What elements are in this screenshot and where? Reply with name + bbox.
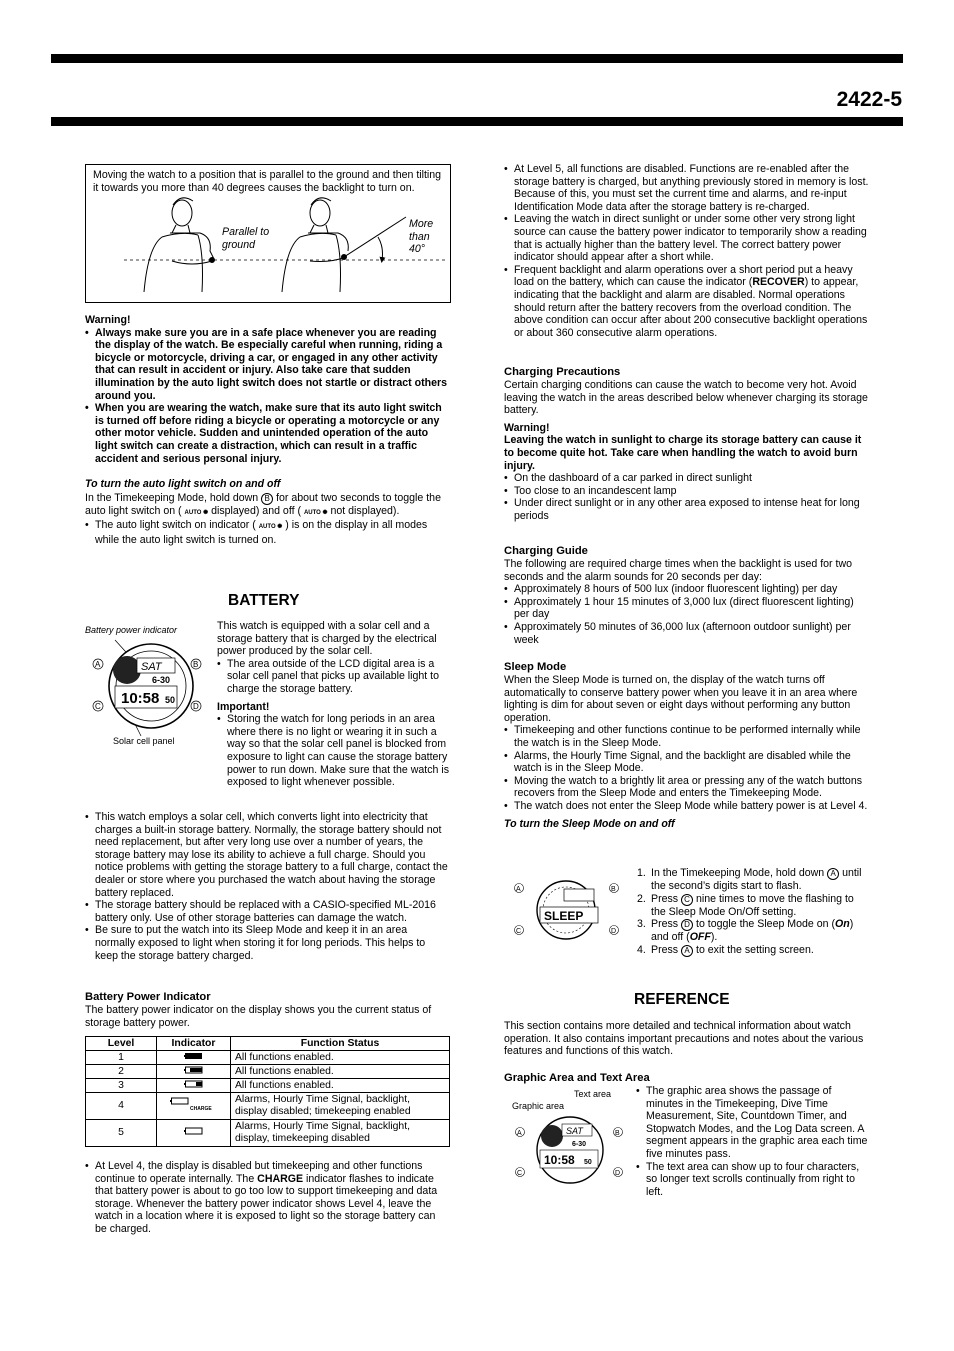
bpi-text: The battery power indicator on the display shows you the current status of storage battery power. (85, 1004, 432, 1029)
charging-precautions-text: Certain charging conditions can cause the watch to become very hot. Avoid leaving the watch in the areas described below whenever charging its storage battery. (504, 379, 868, 417)
svg-text:B: B (193, 660, 199, 669)
table-header-row (86, 1037, 450, 1051)
charging-guide-section (504, 545, 870, 646)
recover-item: • Frequent backlight and alarm operations over a short period put a heavy load on the battery, which can cause the indicator (RECOVER) to appear, indicating that the backlight and alarm are disabled. Normal operations should return after the battery recovers from the overload condition. The above condition can occur after about 200 consecutive backlight operations or about 360 consecutive alarm operations. (504, 264, 870, 340)
battery-empty-icon (184, 1127, 204, 1135)
svg-text:B: B (615, 1130, 620, 1137)
battery-full-icon (184, 1052, 204, 1060)
svg-text:C: C (517, 1170, 523, 1177)
battery-bullets (85, 811, 449, 962)
svg-text:6-30: 6-30 (572, 1141, 587, 1148)
table-row: 3 All functions enabled. (86, 1079, 450, 1093)
autolight-figure-box (85, 164, 451, 303)
svg-text:C: C (516, 928, 522, 935)
battery-indicator-label: Battery power indicator (85, 625, 178, 635)
autolight-onoff-text: In the Timekeeping Mode, hold down B for about two seconds to toggle the auto light switch on ( AUTO ✺ displayed) and off ( AUTO ✺ not displayed). (85, 491, 441, 517)
charging-warning-text: Leaving the watch in sunlight to charge its storage battery can cause it to become quite hot. Take care when handling the watch to avoid burn injury. (504, 434, 862, 472)
svg-text:C: C (95, 702, 101, 711)
sleep-item: • Moving the watch to a brightly lit area or pressing any of the watch buttons recovers from the Sleep Mode and enters the Timekeeping Mode. (504, 775, 870, 800)
table-row: 5 Alarms, Hourly Time Signal, backlight, display, timekeeping disabled (86, 1120, 450, 1147)
warning-list (85, 327, 449, 466)
battery-mid-icon (184, 1066, 204, 1074)
sleep-off-glyph: OFF (689, 931, 711, 944)
charging-guide-heading: Charging Guide (504, 545, 588, 557)
important-item: • Storing the watch for long periods in an area where there is no light or wearing it in such a way so that the solar cell panel is blocked from exposure to light can cause the storage battery power to run down. Make sure that the watch is exposed to light whenever possible. (217, 713, 449, 789)
sleep-watch-figure (510, 879, 626, 941)
button-a-icon: A (681, 945, 693, 957)
solar-panel-label: Solar cell panel (113, 736, 175, 746)
svg-text:D: D (611, 928, 617, 935)
svg-text:A: A (95, 660, 101, 669)
battery-intro: This watch is equipped with a solar cell and a storage battery that is charged by the electrical power produced by the solar cell. • The area outside of the LCD digital area is a solar cell panel that picks up available light to charge the storage battery. Important! • Storing the watch for long periods in an area where there is no light or wearing it in such a way so that the solar cell panel is blocked from exposure to light can cause the storage battery power to run down. Make sure that the watch is exposed to light whenever possible. (217, 620, 449, 789)
sleep-steps (637, 867, 870, 957)
sleep-procedure-heading: To turn the Sleep Mode on and off (504, 817, 675, 830)
sleep-item: • The watch does not enter the Sleep Mode while battery power is at Level 4. (504, 800, 870, 813)
charging-item: • Too close to an incandescent lamp (504, 485, 870, 498)
watch-date: 6-30 (152, 675, 171, 685)
sleep-on-glyph: On (835, 918, 850, 931)
bpi-section (85, 991, 449, 1029)
svg-text:A: A (517, 1130, 522, 1137)
button-a-icon: A (827, 868, 839, 880)
svg-text:50: 50 (584, 1159, 592, 1166)
watch-face-icon (510, 1112, 632, 1184)
svg-text:SAT: SAT (566, 1126, 583, 1136)
battery-watch-figure (85, 622, 213, 750)
battery-empty-charge-icon (170, 1097, 218, 1111)
reference-watch-figure (510, 1088, 632, 1184)
autolight-indicator-item: • The auto light switch on indicator ( AUTO ✺ ) is on the display in all modes while the auto light switch is turned on. (85, 519, 449, 546)
sleep-step: 4. Press A to exit the setting screen. (637, 943, 814, 956)
col-indicator: Indicator (157, 1037, 231, 1051)
charging-item: • Under direct sunlight or in any other area exposed to intense heat for long periods (504, 497, 870, 522)
autolight-box-text: Moving the watch to a position that is parallel to the ground and then tilting it towards you more than 40 degrees causes the backlight to turn on. (93, 169, 442, 194)
sleep-step: 1. In the Timekeeping Mode, hold down A until the second’s digits start to flash. (637, 867, 862, 892)
reference-item: • The text area can show up to four characters, so longer text scrolls continually from right to left. (636, 1161, 870, 1199)
auto-light-icon: AUTO ✺ (258, 524, 283, 531)
sleep-mode-text: When the Sleep Mode is turned on, the display of the watch turns off automatically to conserve battery power when you leave it in an area where lighting is dim for about seven or eight days without performing any button operation. (504, 674, 858, 724)
charging-guide-text: The following are required charge times when the backlight is used for two seconds and the alarm sounds for 20 seconds per day: (504, 558, 853, 583)
warning-item: • When you are wearing the watch, make sure that its auto light switch is turned off before riding a bicycle or operating a motorcycle or any other motor vehicle. Sudden and unintended operation of the auto light switch can create a distraction, which can result in a traffic accident and serious personal injury. (85, 402, 449, 465)
sleep-step: 3. Press D to toggle the Sleep Mode on (On) and off (OFF). (637, 918, 854, 944)
battery-item: • This watch employs a solar cell, which converts light into electricity that charges a built-in storage battery. Normally, the storage battery should not need replacement, but after very long use over a number of years, the storage battery may lose its ability to achieve a full charge. Should you notice problems with getting the storage battery to a full charge, contact the dealer or store where you purchased the watch about having the storage battery replaced. (85, 811, 449, 899)
svg-text:D: D (193, 702, 199, 711)
level4-item: • At Level 4, the display is disabled but timekeeping and other functions continue to operate internally. The CHARGE indicator flashes to indicate that battery power is about to go too low to support timekeeping and data storage. Whenever the battery power indicator shows Level 4, leave the watch in a location where it is exposed to light so the storage battery can be charged. (85, 1160, 449, 1236)
reference-heading: REFERENCE (634, 991, 730, 1008)
battery-intro-item: • The area outside of the LCD digital area is a solar cell panel that picks up available light to charge the storage battery. (217, 658, 449, 696)
charging-item: • On the dashboard of a car parked in direct sunlight (504, 472, 870, 485)
label-more-than: More than 40° (409, 218, 434, 256)
reference-text: This section contains more detailed and technical information about watch operation. It also contains important precautions and notes about the various features and functions of this watch. (504, 1020, 864, 1058)
text-area-label: Text area (574, 1089, 612, 1099)
table-row: 2 All functions enabled. (86, 1065, 450, 1079)
battery-item: • Be sure to put the watch into its Sleep Mode and keep it in an area normally exposed to light when storing it for long periods. This helps to keep the storage battery charged. (85, 924, 449, 962)
auto-light-icon: AUTO ✺ (184, 509, 209, 516)
sleep-item: • Timekeeping and other functions continue to be performed internally while the watch is in the Sleep Mode. (504, 724, 870, 749)
graphic-area-heading: Graphic Area and Text Area (504, 1071, 650, 1084)
battery-item: • The storage battery should be replaced with a CASIO-specified ML-2016 battery only. Use of other storage batteries can damage the watch. (85, 899, 449, 924)
charging-warning-title: Warning! (504, 421, 550, 434)
header-rule (51, 117, 903, 126)
page-number: 2422-5 (836, 88, 902, 111)
svg-text:A: A (516, 886, 521, 893)
table-row: 1 All functions enabled. (86, 1051, 450, 1065)
level-note-item: • Leaving the watch in direct sunlight or under some other very strong light source can cause the battery power indicator to temporarily show a reading that is actually higher than the battery level. The correct battery power indicator should appear after a short while. (504, 213, 870, 263)
sleep-step: 2. Press C nine times to move the flashing to the Sleep Mode On/Off setting. (637, 892, 854, 918)
reference-items (636, 1085, 870, 1198)
watch-time: 10:58 (121, 690, 160, 707)
label-parallel: Parallel to ground (222, 226, 270, 251)
watch-seconds: 50 (165, 695, 176, 705)
warning-title: Warning! (85, 314, 131, 326)
svg-text:CHARGE: CHARGE (189, 1106, 212, 1111)
sleep-item: • Alarms, the Hourly Time Signal, and the backlight are disabled while the watch is in the Sleep Mode. (504, 750, 870, 775)
level-notes (504, 163, 870, 339)
autolight-onoff-heading: To turn the auto light switch on and off (85, 478, 281, 490)
person-parallel-icon (144, 198, 215, 292)
sleep-display-text: SLEEP (544, 909, 584, 923)
battery-heading: BATTERY (228, 592, 300, 609)
svg-text:B: B (611, 886, 616, 893)
reference-item: • The graphic area shows the passage of minutes in the Timekeeping, Dive Time Measurement, Site, Countdown Timer, and Stopwatch Modes, and the Log Data screen. A segment appears in the graphic area each time five minutes pass. (636, 1085, 870, 1161)
charging-guide-item: • Approximately 1 hour 15 minutes of 3,000 lux (direct fluorescent lighting) per day (504, 596, 870, 621)
top-rule (51, 54, 903, 63)
auto-light-icon: AUTO ✺ (303, 509, 328, 516)
battery-level-table (85, 1036, 450, 1147)
charging-guide-item: • Approximately 50 minutes of 36,000 lux (afternoon outdoor sunlight) per week (504, 621, 870, 646)
svg-text:D: D (615, 1170, 621, 1177)
button-b-icon: B (261, 493, 273, 505)
level-note-item: • At Level 5, all functions are disabled. Functions are re-enabled after the storage battery is charged, but anything previously stored in memory is lost. Because of this, you must set the current time and alarms, and re-input Identification Mode data after the storage battery is re-charged. (504, 163, 870, 213)
battery-low-icon (184, 1080, 204, 1088)
watch-face-icon (85, 636, 213, 746)
svg-text:10:58: 10:58 (544, 1153, 575, 1167)
charging-guide-item: • Approximately 8 hours of 500 lux (indoor fluorescent lighting) per day (504, 583, 870, 596)
important-title: Important! (217, 700, 270, 713)
autolight-onoff-section (85, 478, 449, 546)
sleep-mode-heading: Sleep Mode (504, 661, 567, 673)
charging-precautions-heading: Charging Precautions (504, 366, 621, 378)
person-tilted-icon (282, 198, 406, 292)
table-row: 4 CHARGE Alarms, Hourly Time Signal, backlight, display disabled; timekeeping enabled (86, 1093, 450, 1120)
bpi-heading: Battery Power Indicator (85, 991, 211, 1003)
level4-note (85, 1160, 449, 1236)
sleep-mode-section (504, 661, 870, 830)
warning-item: • Always make sure you are in a safe place whenever you are reading the display of the watch. Be especially careful when running, riding a bicycle or motorcycle, driving a car, or engaged in any other activity that can result in accident or injury. Also take care that sudden illumination by the auto light switch does not startle or distract others around you. (85, 327, 449, 403)
button-c-icon: C (681, 894, 693, 906)
col-status: Function Status (231, 1037, 450, 1051)
charging-precautions-section (504, 366, 870, 523)
warning-section (85, 314, 449, 465)
graphic-area-label: Graphic area (512, 1101, 565, 1111)
col-level: Level (86, 1037, 157, 1051)
reference-section (504, 1020, 870, 1085)
watch-day: SAT (141, 661, 162, 673)
button-d-icon: D (681, 919, 693, 931)
